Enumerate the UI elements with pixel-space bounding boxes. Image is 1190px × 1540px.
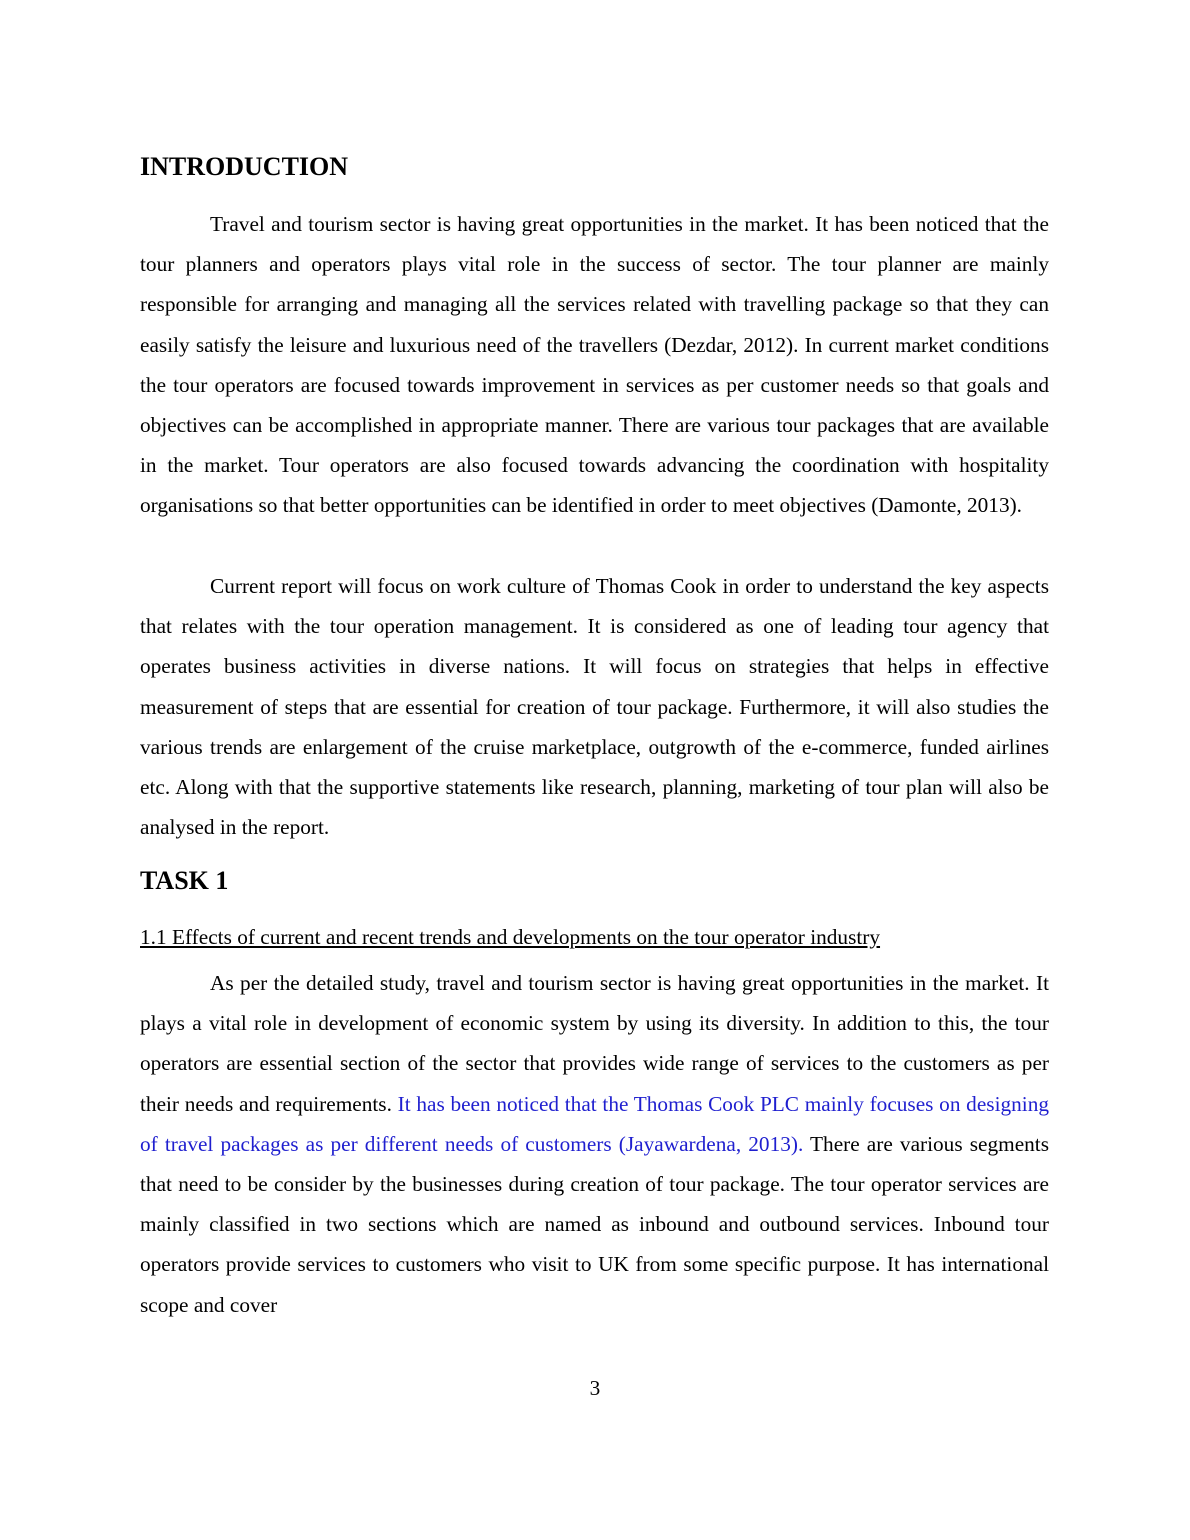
page-number: 3 xyxy=(589,1376,601,1400)
introduction-paragraph-2: Current report will focus on work culture of Thomas Cook in order to understand the key aspects that relates with the tour operation management. It is considered as one of leading tour agency that operates business activities in diverse nations. It will focus on strategies that helps in effective measurement of steps that are essential for creation of tour package. Furthermore, it will also studies the various trends are enlargement of the cruise marketplace, outgrowth of the e-commerce, funded airlines etc. Along with that the supportive statements like research, planning, marketing of tour plan will also be analysed in the report. xyxy=(140,574,1049,840)
introduction-paragraph-1: Travel and tourism sector is having great opportunities in the market. It has been noticed that the tour planners and operators plays vital role in the success of sector. The tour planner are mainly responsible for arranging and managing all the services related with travelling package so that they can easily satisfy the leisure and luxurious need of the travellers (Dezdar, 2012). In current market conditions the tour operators are focused towards improvement in services as per customer needs so that goals and objectives can be accomplished in appropriate manner. There are various tour packages that are available in the market. Tour operators are also focused towards advancing the coordination with hospitality organisations so that better opportunities can be identified in order to meet objectives (Damonte, 2013). xyxy=(140,212,1049,518)
section-1-1-subheading: 1.1 Effects of current and recent trends and developments on the tour operator industry xyxy=(140,925,881,949)
highlighted-citation-text: It has been noticed that the Thomas Cook PLC mainly focuses on designing of travel packages as per different needs of customers (Jayawardena, 2013). xyxy=(140,1091,1049,1156)
paragraph-text-after: There are various segments that need to be consider by the businesses during creation of tour package. The tour operator services are mainly classified in two sections which are named as inbound and outbound services. Inbound tour operators provide services to customers who visit to UK from some specific purpose. It has international scope and cover xyxy=(140,1131,1049,1317)
paragraph-text-before: As per the detailed study, travel and tourism sector is having great opportunities in the market. It plays a vital role in development of economic system by using its diversity. In addition to this, the tour operators are essential section of the sector that provides wide range of services to the customers as per their needs and requirements. xyxy=(140,971,1049,1116)
introduction-heading: INTRODUCTION xyxy=(140,152,349,181)
task-1-paragraph xyxy=(140,963,1049,1325)
task-1-heading: TASK 1 xyxy=(140,866,229,895)
